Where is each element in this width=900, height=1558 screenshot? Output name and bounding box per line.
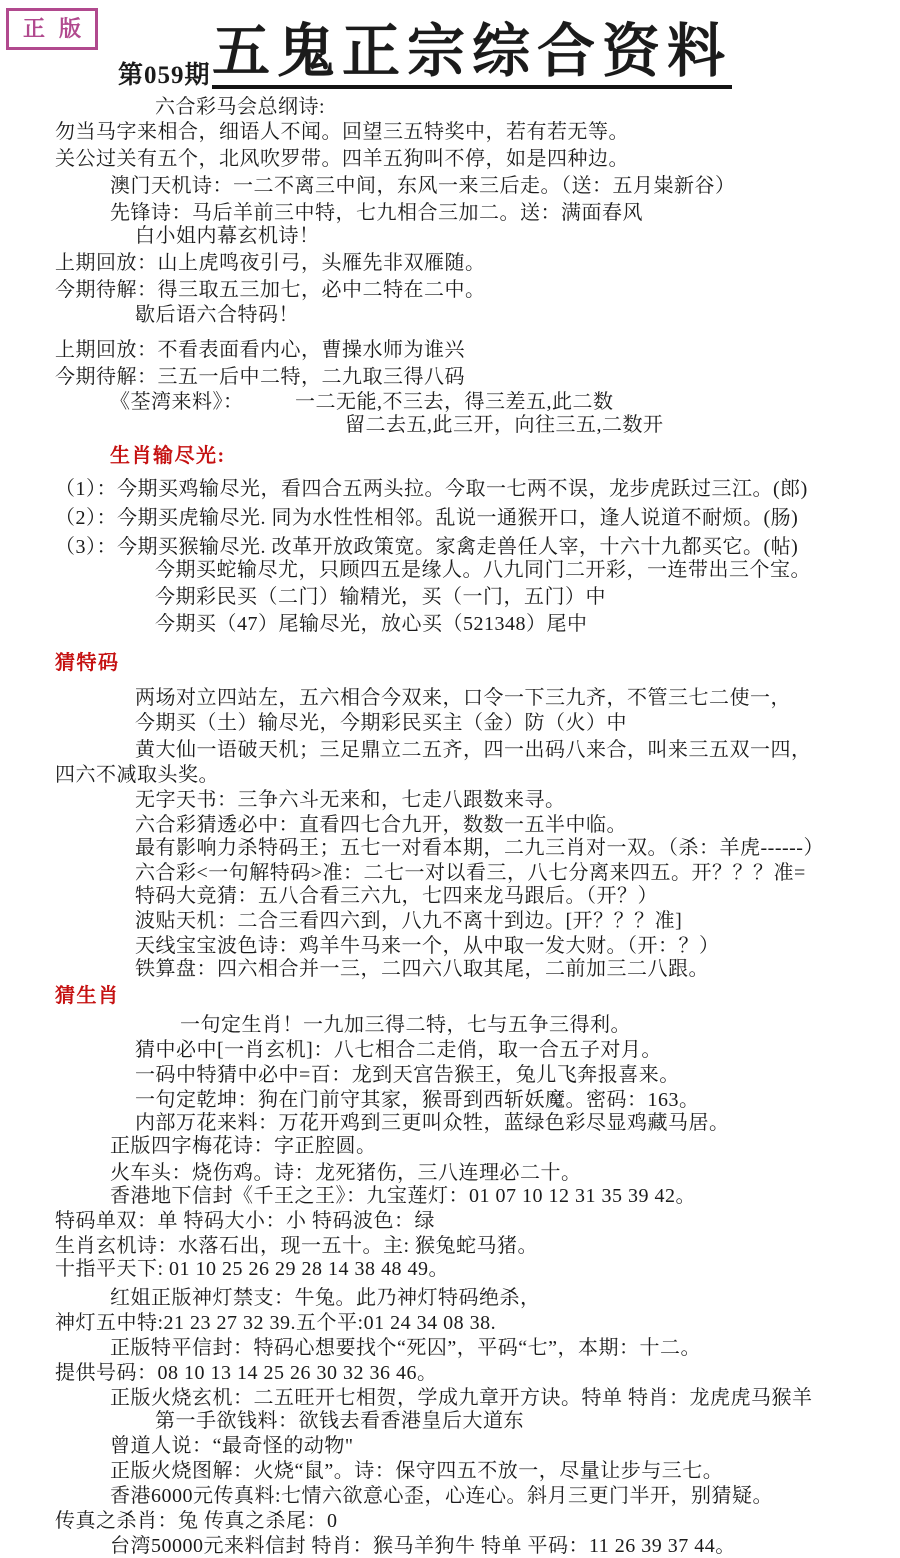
section-heading: 猜生肖: [55, 985, 120, 1007]
text-line: 两场对立四站左，五六相合今双来，口令一下三九齐，不管三七二使一，: [135, 687, 791, 709]
text-line: 今期买蛇输尽尤，只顾四五是缘人。八九同门二开彩，一连带出三个宝。: [155, 559, 811, 581]
text-line: 关公过关有五个，北风吹罗带。四羊五狗叫不停，如是四种边。: [55, 148, 629, 170]
text-line: 台湾50000元来料信封 特肖：猴马羊狗牛 特单 平码：11 26 39 37 44。: [110, 1535, 736, 1557]
authenticity-stamp: [6, 8, 98, 50]
document-body: [0, 96, 900, 1558]
text-line: 正版四字梅花诗：字正腔圆。: [110, 1135, 377, 1157]
text-line: 上期回放：不看表面看内心，曹操水师为谁兴: [55, 339, 465, 361]
text-line: 生肖玄机诗：水落石出，现一五十。主: 猴兔蛇马猪。: [55, 1235, 539, 1257]
text-line: 正版特平信封：特码心想要找个“死囚”，平码“七”，本期：十二。: [110, 1337, 702, 1359]
text-line: 曾道人说：“最奇怪的动物": [110, 1435, 354, 1457]
section-heading: 生肖输尽光:: [110, 445, 226, 467]
text-line: 留二去五,此三开，向往三五,二数开: [345, 414, 664, 436]
text-line: 第一手欲钱料：欲钱去看香港皇后大道东: [155, 1410, 524, 1432]
text-line: 提供号码：08 10 13 14 25 26 30 32 36 46。: [55, 1362, 438, 1384]
text-line: 先锋诗：马后羊前三中特，七九相合三加二。送：满面春风: [110, 202, 643, 224]
text-line: 《荃湾来料》： 一二无能,不三去，得三差五,此二数: [110, 391, 614, 413]
text-line: 内部万花来料：万花开鸡到三更叫众牲，蓝绿色彩尽显鸡藏马居。: [135, 1112, 730, 1134]
text-line: 特码单双：单 特码大小：小 特码波色：绿: [55, 1210, 435, 1232]
text-line: 传真之杀肖：兔 传真之杀尾：0: [55, 1510, 338, 1532]
text-line: 无字天书：三争六斗无来和，七走八跟数来寻。: [135, 789, 566, 811]
text-line: 天线宝宝波色诗：鸡羊牛马来一个，从中取一发大财。（开：？）: [135, 935, 720, 957]
text-line: 上期回放：山上虎鸣夜引弓，头雁先非双雁随。: [55, 252, 486, 274]
issue-number: 第059期: [118, 62, 211, 89]
text-line: 今期买（土）输尽光，今期彩民买主（金）防（火）中: [135, 712, 627, 734]
text-line: 黄大仙一语破天机；三足鼎立二五齐，四一出码八来合，叫来三五双一四，: [135, 739, 812, 761]
text-line: 正版火烧玄机：二五旺开七相贺，学成九章开方诀。特单 特肖：龙虎虎马猴羊: [110, 1387, 813, 1409]
text-line: 今期待解：得三取五三加七，必中二特在二中。: [55, 279, 486, 301]
text-line: 今期买（47）尾输尽光，放心买（521348）尾中: [155, 613, 588, 635]
text-line: 四六不减取头奖。: [55, 764, 219, 786]
text-line: 今期彩民买（二门）输精光，买（一门，五门）中: [155, 586, 606, 608]
text-line: 六合彩<一句解特码>准：二七一对以看三，八七分离来四五。开？？？准=: [135, 862, 806, 884]
text-line: 红姐正版神灯禁支：牛兔。此乃神灯特码绝杀，: [110, 1287, 541, 1309]
text-line: （2）：今期买虎输尽光. 同为水性性相邻。乱说一通猴开口，逢人说道不耐烦。(肠): [55, 507, 799, 529]
page-title: 五鬼正宗综合资料: [212, 22, 732, 89]
text-line: 波贴天机：二合三看四六到，八九不离十到边。[开？？？准]: [135, 910, 683, 932]
text-line: 神灯五中特:21 23 27 32 39.五个平:01 24 34 08 38.: [55, 1312, 497, 1334]
text-line: 勿当马字来相合，细语人不闻。回望三五特奖中，若有若无等。: [55, 121, 629, 143]
text-line: （3）：今期买猴输尽光. 改革开放政策宽。家禽走兽任人宰，十六十九都买它。(帖): [55, 536, 799, 558]
text-line: 香港地下信封《千王之王》：九宝莲灯：01 07 10 12 31 35 39 42。: [110, 1185, 696, 1207]
text-line: 火车头：烧伤鸡。诗：龙死猪伤，三八连理必二十。: [110, 1162, 582, 1184]
text-line: 六合彩猜透必中：直看四七合九开，数数一五半中临。: [135, 814, 627, 836]
text-line: 一码中特猜中必中=百：龙到天宫告猴王，兔儿飞奔报喜来。: [135, 1064, 680, 1086]
text-line: 铁算盘：四六相合并一三，二四六八取其尾，二前加三二八跟。: [135, 958, 709, 980]
text-line: 正版火烧图解：火烧“鼠”。诗：保守四五不放一，尽量让步与三七。: [110, 1460, 724, 1482]
text-line: 歇后语六合特码！: [135, 304, 299, 326]
text-line: 澳门天机诗：一二不离三中间，东风一来三后走。（送：五月粜新谷）: [110, 175, 736, 197]
section-heading: 猜特码: [55, 652, 120, 674]
text-line: 今期待解：三五一后中二特，二九取三得八码: [55, 366, 465, 388]
text-line: 十指平天下: 01 10 25 26 29 28 14 38 48 49。: [55, 1258, 450, 1280]
text-line: 最有影响力杀特码王；五七一对看本期，二九三肖对一双。（杀：羊虎------）: [135, 837, 824, 859]
text-line: 六合彩马会总纲诗:: [155, 96, 326, 118]
text-line: 猜中必中[一肖玄机]：八七相合二走俏，取一合五子对月。: [135, 1039, 662, 1061]
text-line: 香港6000元传真料:七情六欲意心歪，心连心。斜月三更门半开，别猜疑。: [110, 1485, 774, 1507]
text-line: 特码大竞猜：五八合看三六九，七四来龙马跟后。（开？）: [135, 885, 658, 907]
text-line: 一句定乾坤：狗在门前守其家，猴哥到西斩妖魔。密码：163。: [135, 1089, 700, 1111]
text-line: 一句定生肖！一九加三得二特，七与五争三得利。: [180, 1014, 631, 1036]
text-line: （1）：今期买鸡输尽光，看四合五两头拉。今取一七两不误，龙步虎跃过三江。(郎): [55, 478, 808, 500]
text-line: 白小姐内幕玄机诗！: [135, 225, 320, 247]
stamp-label: 正版: [23, 16, 96, 41]
